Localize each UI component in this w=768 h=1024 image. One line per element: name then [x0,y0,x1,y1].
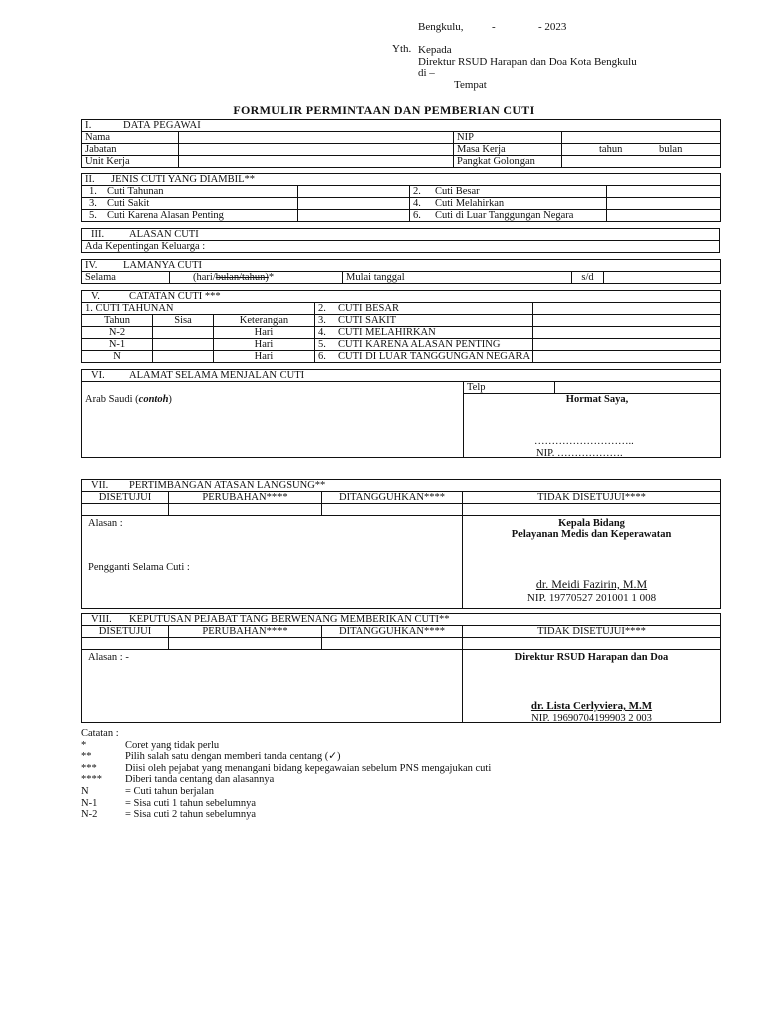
item-label: CUTI MELAHIRKAN [338,327,436,338]
disetujui-option[interactable]: DISETUJUI [82,492,169,504]
section-number: V. [91,291,100,302]
leave-type-6-check[interactable] [607,210,721,222]
tidak-disetujui-check[interactable] [463,638,721,650]
section-header [82,291,721,303]
keterangan-cell: Hari [214,351,315,363]
right-item-5 [315,339,533,351]
item-label: Cuti Karena Alasan Penting [107,210,224,221]
disetujui-check[interactable] [82,504,169,516]
pangkat-label: Pangkat Golongan [454,156,562,168]
note-value: = Sisa cuti 2 tahun sebelumnya [125,809,257,821]
alasan-label: Alasan : - [88,652,129,663]
note-value: = Cuti tahun berjalan [125,785,215,797]
note-value: = Sisa cuti 1 tahun sebelumnya [125,797,257,809]
right-item-3-value[interactable] [533,315,721,327]
item-number: 2. [318,303,326,314]
address-paren: ) [168,393,172,405]
section-alasan-cuti [81,228,720,253]
sisa-cell[interactable] [153,339,214,351]
signer-position: Direktur RSUD Harapan dan Doa [514,652,669,663]
notes-title: Catatan : [81,728,119,739]
signer-nip: NIP. 19690704199903 2 003 [531,713,652,723]
nip-label: NIP [454,132,562,144]
notes-block [81,728,491,821]
keterangan-cell: Hari [214,327,315,339]
signature-line: ……………………….. [534,436,634,447]
section-number: VI. [91,370,105,381]
sisa-cell[interactable] [153,327,214,339]
unit-kerja-label: Unit Kerja [82,156,179,168]
tahun-cell: N-2 [82,327,153,339]
leave-type-5 [82,210,298,222]
leave-type-6 [410,210,607,222]
nip-field[interactable] [562,132,721,144]
right-item-2 [315,303,533,315]
disetujui-check[interactable] [82,638,169,650]
right-item-5-value[interactable] [533,339,721,351]
form-title: FORMULIR PERMINTAAN DAN PEMBERIAN CUTI [233,103,535,117]
date-year: - 2023 [538,21,567,33]
section-header [82,229,720,241]
leave-type-2-check[interactable] [607,186,721,198]
unit-struck: bulan/tahun) [215,272,269,283]
col-tahun: Tahun [82,315,153,327]
mulai-tanggal-field[interactable]: Mulai tanggal [343,272,572,284]
item-label: Cuti Sakit [107,198,150,209]
item-number: 5. [318,339,326,350]
alasan-label: Alasan : [88,518,123,529]
direktur-signature [463,650,721,723]
ditangguhkan-option[interactable]: DITANGGUHKAN**** [322,492,463,504]
section-jenis-cuti [81,173,721,222]
right-item-4-value[interactable] [533,327,721,339]
duration-unit[interactable] [170,272,343,284]
note-item [81,798,491,810]
pangkat-field[interactable] [562,156,721,168]
leave-type-5-check[interactable] [298,210,410,222]
section-number: VII. [91,480,109,491]
ditangguhkan-option[interactable]: DITANGGUHKAN**** [322,626,463,638]
item-number: 4. [318,327,326,338]
leave-type-1-check[interactable] [298,186,410,198]
perubahan-check[interactable] [169,504,322,516]
note-value: Coret yang tidak perlu [125,739,220,751]
yth-label: Yth. [392,43,412,55]
right-item-6-value[interactable] [533,351,721,363]
section-catatan-cuti [81,290,721,363]
leave-type-3-check[interactable] [298,198,410,210]
note-item [81,786,491,798]
section-title: DATA PEGAWAI [123,120,202,131]
right-item-3 [315,315,533,327]
alasan-box[interactable] [82,650,463,723]
item-number: 3. [318,315,326,326]
section-title: ALAMAT SELAMA MENJALAN CUTI [129,370,305,381]
leave-type-1 [82,186,298,198]
note-key: N-2 [81,809,98,821]
ditangguhkan-check[interactable] [322,504,463,516]
section-number: VIII. [91,614,112,625]
address-text: Arab Saudi ( [85,393,139,405]
section-number: II. [85,174,95,185]
selama-label: Selama [82,272,170,284]
section-header [82,260,721,272]
section-number: III. [91,229,105,240]
tidak-disetujui-option[interactable]: TIDAK DISETUJUI**** [463,492,721,504]
item-number: 2. [413,186,421,197]
recipient-block [418,45,637,91]
perubahan-option[interactable]: PERUBAHAN**** [169,626,322,638]
unit-asterisk: * [268,272,275,283]
nama-label: Nama [82,132,179,144]
section-header [82,174,721,186]
section-title: LAMANYA CUTI [123,260,203,271]
item-label: Cuti Melahirkan [435,198,505,209]
section-header [82,480,721,492]
section-header [82,370,721,382]
date-place: Bengkulu, [418,21,464,33]
section-alamat [81,369,721,458]
section-title: CATATAN CUTI *** [129,291,221,302]
unit-kerja-field[interactable] [179,156,454,168]
note-item [81,740,491,752]
item-label: Cuti di Luar Tanggungan Negara [435,210,574,221]
note-key: N-1 [81,797,98,809]
section-number: I. [85,120,92,131]
signer-nip: NIP. 19770527 201001 1 008 [526,592,657,604]
tempat-label: Tempat [454,78,487,91]
note-item [81,763,491,775]
leave-type-4-check[interactable] [607,198,721,210]
bulan-unit: bulan [659,144,683,155]
item-label: Cuti Tahunan [107,186,164,197]
section-title: PERTIMBANGAN ATASAN LANGSUNG** [129,480,326,491]
leave-type-2 [410,186,607,198]
alasan-box[interactable] [82,516,463,609]
col-sisa: Sisa [153,315,214,327]
pengganti-label: Pengganti Selama Cuti : [88,562,190,573]
cuti-tahunan-label: 1. CUTI TAHUNAN [82,303,315,315]
hormat-saya: Hormat Saya, [565,394,629,405]
recipient-name: Direktur RSUD Harapan dan Doa Kota Bengkulu [418,55,637,68]
note-item [81,751,491,763]
note-key: *** [81,762,97,774]
item-label: Cuti Besar [435,186,480,197]
section-data-pegawai [81,119,721,168]
jabatan-field[interactable] [179,144,454,156]
right-item-4 [315,327,533,339]
note-value: Diisi oleh pejabat yang menangani bidang kepegawaian sebelum PNS mengajukan cuti [125,762,492,774]
di-label: di – [418,67,435,79]
leave-type-4 [410,198,607,210]
item-number: 6. [413,210,421,221]
perubahan-check[interactable] [169,638,322,650]
section-number: IV. [85,260,98,271]
tahun-cell: N [82,351,153,363]
tidak-disetujui-check[interactable] [463,504,721,516]
telp-field[interactable] [555,382,721,394]
section-title: JENIS CUTI YANG DIAMBIL** [111,174,255,185]
signature-nip: NIP. ………………. [536,448,623,458]
tahun-unit: tahun [599,144,623,155]
kepala-bidang-signature [463,516,721,609]
sisa-cell[interactable] [153,351,214,363]
unit-hari: (hari/ [193,272,216,283]
ditangguhkan-check[interactable] [322,638,463,650]
signer-position-2: Pelayanan Medis dan Keperawatan [511,529,672,540]
address-example: contoh [138,393,169,405]
kepada-label: Kepada [418,44,452,56]
masa-kerja-field[interactable] [562,144,721,156]
col-keterangan: Keterangan [214,315,315,327]
item-number: 1. [89,186,97,197]
note-key: **** [81,774,102,786]
tidak-disetujui-option[interactable]: TIDAK DISETUJUI**** [463,626,721,638]
item-number: 6. [318,351,326,362]
item-label: CUTI SAKIT [338,315,397,326]
right-item-2-value[interactable] [533,303,721,315]
keterangan-cell: Hari [214,339,315,351]
jabatan-label: Jabatan [82,144,179,156]
section-title: KEPUTUSAN PEJABAT TANG BERWENANG MEMBERIKAN CUTI** [129,614,450,625]
signer-name: dr. Meidi Fazirin, M.M [535,577,648,591]
note-key: * [81,739,87,751]
note-key: ** [81,751,92,763]
disetujui-option[interactable]: DISETUJUI [82,626,169,638]
note-value: Diberi tanda centang dan alasannya [125,774,275,786]
section-lamanya-cuti [81,259,721,284]
item-label: CUTI BESAR [338,303,399,314]
signer-position: Kepala Bidang [558,518,625,529]
end-date-field[interactable] [604,272,721,284]
alasan-cuti-field[interactable]: Ada Kepentingan Keluarga : [82,241,720,253]
tahun-cell: N-1 [82,339,153,351]
note-item [81,774,491,786]
item-label: CUTI KARENA ALASAN PENTING [338,339,501,350]
section-title: ALASAN CUTI [129,229,199,240]
note-key: N [81,785,89,797]
item-number: 4. [413,198,421,209]
section-pertimbangan [81,479,721,609]
section-keputusan [81,613,721,723]
signer-name: dr. Lista Cerlyviera, M.M [530,700,653,712]
sd-label: s/d [572,272,604,284]
nama-field[interactable] [179,132,454,144]
leave-type-3 [82,198,298,210]
section-header [82,614,721,626]
signature-box [464,394,721,458]
perubahan-option[interactable]: PERUBAHAN**** [169,492,322,504]
note-value: Pilih salah satu dengan memberi tanda centang (✓) [125,751,341,763]
address-top-spacer [82,382,464,394]
section-header [82,120,721,132]
address-field[interactable] [82,394,464,458]
note-item [81,809,491,821]
item-label: CUTI DI LUAR TANGGUNGAN NEGARA [338,351,531,362]
right-item-6 [315,351,533,363]
masa-kerja-label: Masa Kerja [454,144,562,156]
date-dash: - [492,21,496,33]
item-number: 3. [89,198,97,209]
item-number: 5. [89,210,97,221]
telp-label: Telp [464,382,555,394]
letter-date [418,21,567,33]
